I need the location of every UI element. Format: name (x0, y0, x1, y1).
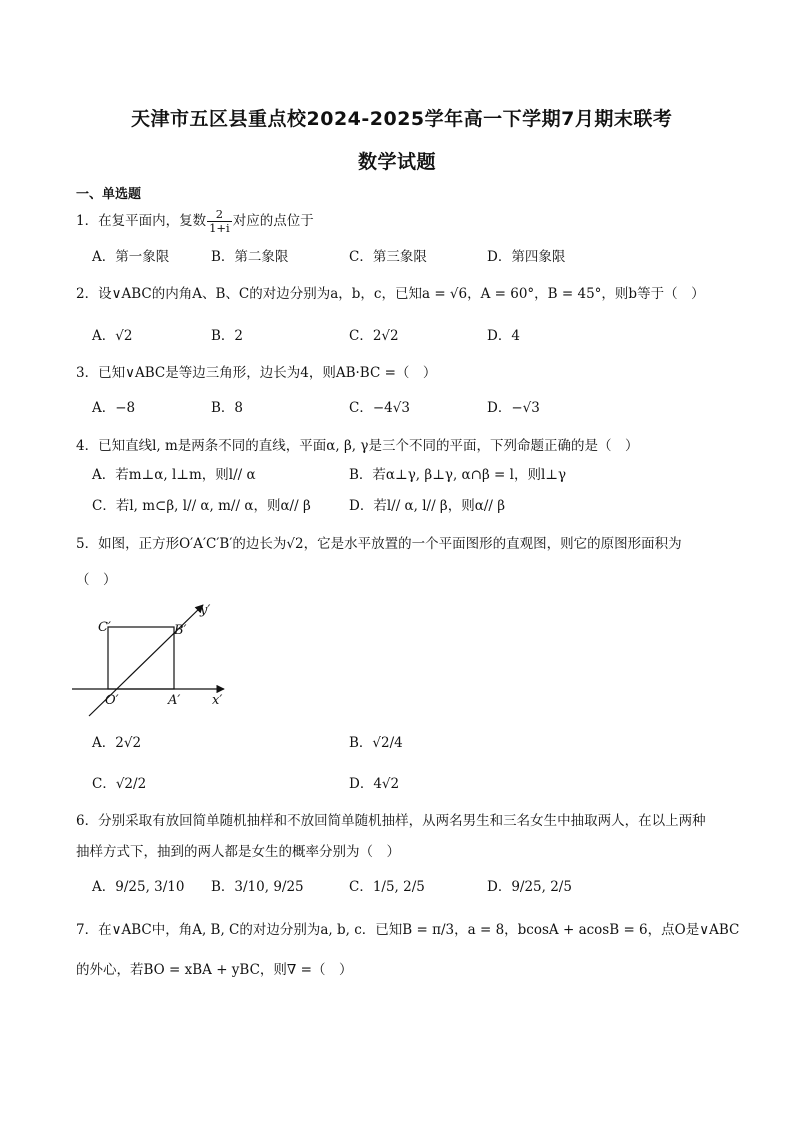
q6-option-c[interactable]: C．1/5, 2/5 (349, 879, 425, 895)
document-title: 天津市五区县重点校2024-2025学年高一下学期7月期末联考 (131, 108, 673, 130)
q1-option-d[interactable]: D．第四象限 (487, 249, 566, 265)
q5-option-c[interactable]: C．√2/2 (92, 776, 147, 792)
q6-option-a[interactable]: A．9/25, 3/10 (92, 879, 185, 895)
question-7-continued: 的外心，若BO = xBA + yBC，则∇ =（ ） (76, 962, 353, 978)
q3-option-c[interactable]: C．−4√3 (349, 400, 410, 416)
q3-option-a[interactable]: A．−8 (92, 400, 136, 416)
question-number: 4． (76, 438, 99, 454)
q2-option-a[interactable]: A．√2 (92, 328, 133, 344)
q4-option-a[interactable]: A．若m⊥α, l⊥m，则l// α (92, 467, 256, 483)
q3-option-b[interactable]: B．8 (211, 400, 244, 416)
q4-option-d[interactable]: D．若l// α, l// β，则α// β (349, 498, 506, 514)
question-text: 分别采取有放回简单随机抽样和不放回简单随机抽样，从两名男生和三名女生中抽取两人，在以上两种 (98, 813, 706, 829)
label-y-prime: y′ (200, 603, 211, 618)
label-o-prime: O′ (105, 693, 119, 708)
question-5 (76, 535, 682, 553)
question-6-continued: 抽样方式下，抽到的两人都是女生的概率分别为（ ） (76, 844, 400, 860)
question-text: 如图，正方形O′A′C′B′的边长为√2，它是水平放置的一个平面图形的直观图，则它的原图形面积为 (98, 536, 682, 552)
question-number: 2． (76, 286, 99, 302)
question-number: 3． (76, 365, 99, 381)
q5-option-d[interactable]: D．4√2 (349, 776, 400, 792)
q6-option-d[interactable]: D．9/25, 2/5 (487, 879, 572, 895)
question-text: 已知∨ABC是等边三角形，边长为4，则AB·BC =（ ） (98, 365, 437, 381)
question-number: 1． (76, 213, 99, 229)
label-b-prime: B′ (174, 623, 187, 638)
q5-option-a[interactable]: A．2√2 (92, 735, 142, 751)
q4-option-b[interactable]: B．若α⊥γ, β⊥γ, α∩β = l，则l⊥γ (349, 467, 567, 483)
q5-figure (68, 598, 238, 728)
q2-option-b[interactable]: B．2 (211, 328, 244, 344)
q1-option-b[interactable]: B．第二象限 (211, 249, 289, 265)
question-5-continued: （ ） (76, 572, 117, 588)
question-2 (76, 285, 705, 303)
fraction-numerator: 2 (207, 208, 232, 222)
document-subtitle: 数学试题 (357, 151, 436, 173)
q6-option-b[interactable]: B．3/10, 9/25 (211, 879, 304, 895)
q3-option-d[interactable]: D．−√3 (487, 400, 540, 416)
question-4 (76, 437, 638, 455)
question-number: 6． (76, 813, 99, 829)
question-text: 设∨ABC的内角A、B、C的对边分别为a，b，c，已知a = √6，A = 60°，B = 45°，则b等于（ ） (98, 286, 705, 302)
fraction (207, 208, 232, 235)
question-6 (76, 812, 706, 830)
label-x-prime: x′ (212, 693, 223, 708)
question-3 (76, 364, 436, 382)
q5-option-b[interactable]: B．√2/4 (349, 735, 403, 751)
square-outline (108, 627, 174, 689)
label-c-prime: C′ (98, 620, 111, 635)
q1-option-a[interactable]: A．第一象限 (92, 249, 170, 265)
question-number: 7． (76, 922, 99, 938)
q2-option-d[interactable]: D．4 (487, 328, 520, 344)
q2-option-c[interactable]: C．2√2 (349, 328, 399, 344)
question-7 (76, 921, 739, 939)
fraction-denominator: 1+i (209, 221, 230, 235)
section-heading: 一、单选题 (76, 187, 142, 202)
label-a-prime: A′ (168, 693, 181, 708)
question-text: 对应的点位于 (232, 213, 314, 229)
question-1 (76, 208, 314, 235)
question-number: 5． (76, 536, 99, 552)
question-text: 在复平面内，复数 (98, 213, 207, 229)
q1-option-c[interactable]: C．第三象限 (349, 249, 427, 265)
question-text: 在∨ABC中，角A, B, C的对边分别为a, b, c．已知B = π/3，a = 8，bcosA + acosB = 6，点O是∨ABC (98, 922, 740, 938)
question-text: 已知直线l, m是两条不同的直线，平面α, β, γ是三个不同的平面，下列命题正确的是（ ） (98, 438, 639, 454)
q4-option-c[interactable]: C．若l, m⊂β, l// α, m// α，则α// β (92, 498, 311, 514)
